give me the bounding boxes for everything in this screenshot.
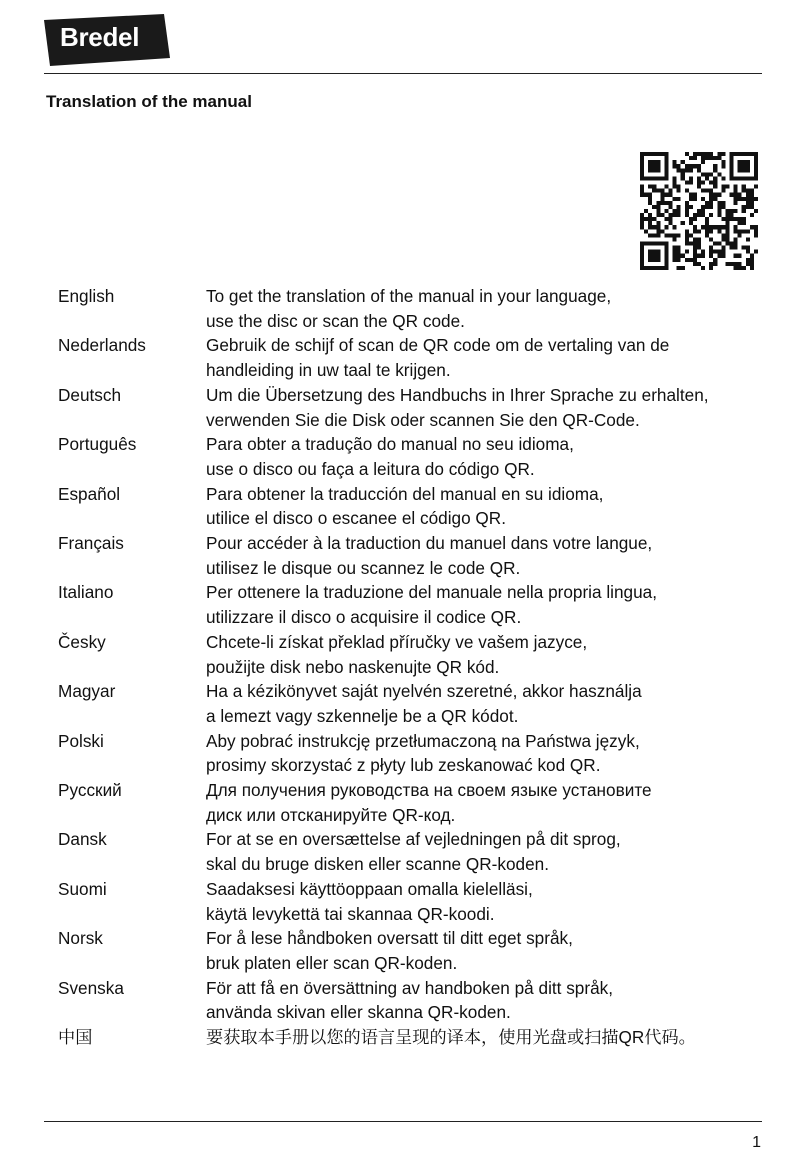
language-instruction: Pour accéder à la traduction du manuel dans votre langue, utilisez le disque ou scannez le code QR. [206,533,653,578]
language-name: English [58,286,115,306]
language-name: Svenska [58,977,124,998]
language-row [58,926,768,975]
language-table [58,284,768,1050]
language-instruction: Para obtener la traducción del manual en su idioma, utilice el disco o escanee el código QR. [206,483,604,529]
language-instruction: For å lese håndboken oversatt til ditt eget språk, bruk platen eller scan QR-koden. [206,928,573,973]
brand-name: Bredel [60,22,140,52]
language-instruction: För att få en översättning av handboken på ditt språk, använda skivan eller skanna QR-koden. [206,977,614,1023]
language-instruction: For at se en oversættelse af vejledningen på dit sprog, skal du bruge disken eller scanne QR-koden. [206,829,621,875]
language-name: Polski [58,730,104,751]
brand-logo [44,14,170,66]
language-row [58,877,768,926]
footer-divider [44,1121,762,1122]
language-instruction: To get the translation of the manual in your language, use the disc or scan the QR code. [206,286,612,331]
language-row [58,630,768,679]
qr-code-icon [640,152,758,270]
language-name: Suomi [58,878,107,899]
language-row [58,482,768,531]
language-instruction: Chcete-li získat překlad příručky ve vašem jazyce, použijte disk nebo naskenujte QR kód. [206,631,588,677]
language-instruction: Para obter a tradução do manual no seu idioma, use o disco ou faça a leitura do código QR. [206,434,574,479]
language-instruction: Aby pobrać instrukcję przetłumaczoną na Państwa język, prosimy skorzystać z płyty lub zeskanować kod QR. [206,730,640,776]
language-instruction: Для получения руководства на своем языке установите диск или отсканируйте QR-код. [206,780,652,825]
language-name: Português [58,434,137,455]
language-instruction: Per ottenere la traduzione del manuale nella propria lingua, utilizzare il disco o acquisire il codice QR. [206,582,657,628]
language-instruction: Um die Übersetzung des Handbuchs in Ihrer Sprache zu erhalten, verwenden Sie die Disk oder scannen Sie den QR-Code. [206,384,709,430]
language-name: Norsk [58,928,103,949]
language-row [58,580,768,629]
language-name: Nederlands [58,335,146,356]
page-title: Translation of the manual [46,92,252,111]
language-row [58,333,768,382]
language-name: Русский [58,780,122,801]
language-name: Italiano [58,582,114,603]
language-row [58,827,768,876]
language-name: Español [58,483,121,504]
language-name: Dansk [58,829,107,850]
language-row [58,383,768,432]
language-row [58,284,768,333]
language-name: 中国 [58,1027,93,1048]
language-instruction: Gebruik de schijf of scan de QR code om de vertaling van de handleiding in uw taal te krijgen. [206,335,670,381]
language-name: Deutsch [58,384,122,405]
page-number: 1 [752,1134,761,1151]
language-instruction: 要获取本手册以您的语言呈现的译本，使用光盘或扫描QR代码。 [206,1027,696,1048]
language-row [58,976,768,1025]
language-name: Magyar [58,681,116,702]
language-row [58,531,768,580]
language-instruction: Ha a kézikönyvet saját nyelvén szeretné, akkor használja a lemezt vagy szkennelje be a QR kódot. [206,681,642,726]
language-row [58,729,768,778]
header-divider [44,73,762,74]
language-row [58,1025,768,1050]
language-name: Česky [58,631,106,652]
language-instruction: Saadaksesi käyttöoppaan omalla kielelläsi, käytä levykettä tai skannaa QR-koodi. [206,878,533,924]
language-row [58,778,768,827]
language-name: Français [58,533,124,554]
language-row [58,432,768,481]
language-row [58,679,768,728]
